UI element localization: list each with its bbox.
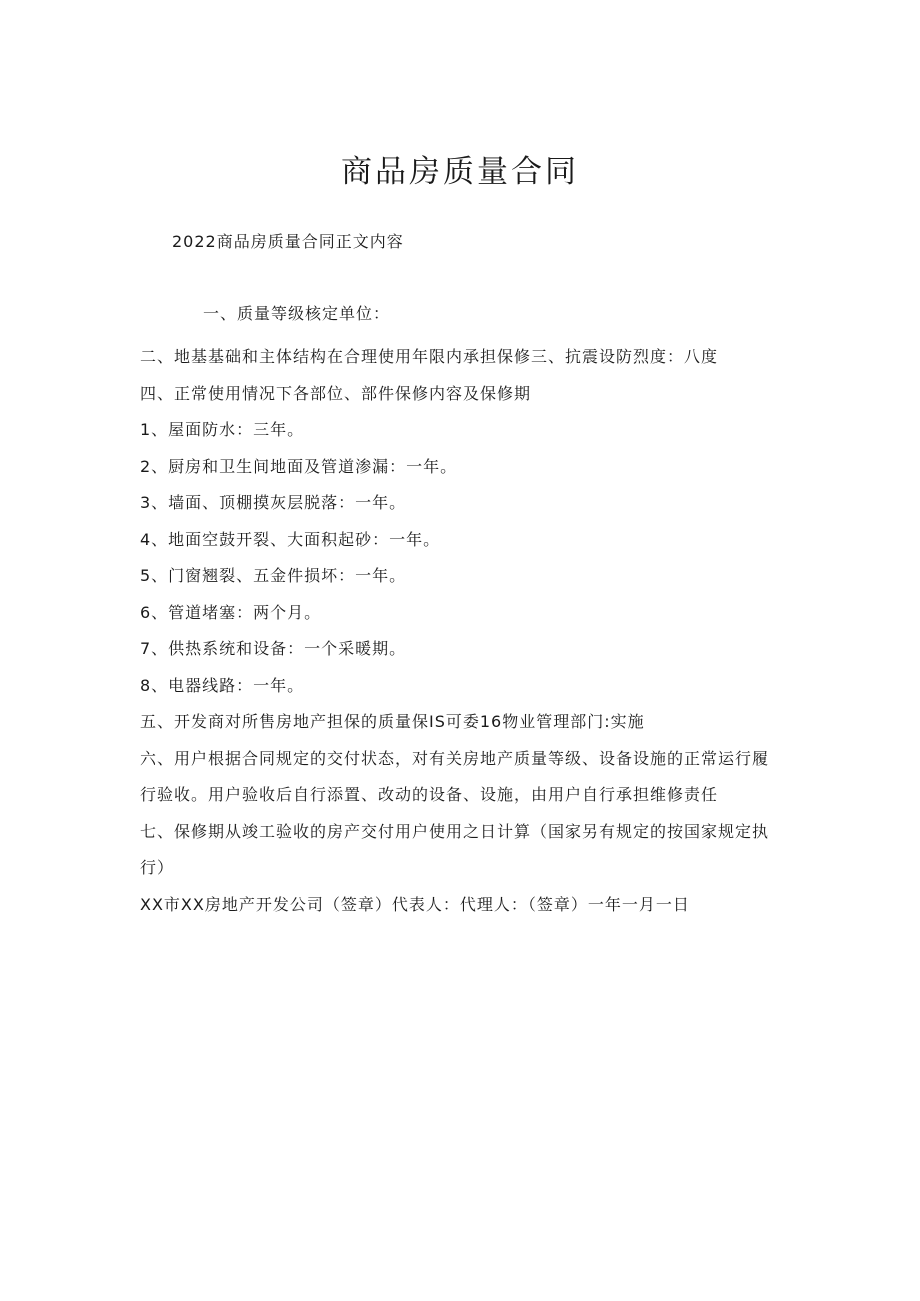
document-title: 商品房质量合同 [341,154,579,190]
clause-foundation: 二、地基基础和主体结构在合理使用年限内承担保修三、抗震设防烈度：八度 [140,347,719,366]
list-item: 1、屋面防水：三年。 [140,420,305,439]
list-item: 6、管道堵塞：两个月。 [140,602,322,622]
list-item: 5、门窗翘裂、五金件损坏：一年。 [140,566,407,585]
section-quality-grade: 一、质量等级核定单位： [203,304,391,323]
list-item: 7、供热系统和设备：一个采暖期。 [140,639,407,658]
clause-warranty-heading: 四、正常使用情况下各部位、部件保修内容及保修期 [140,383,532,403]
document-subtitle: 2022商品房质量合同正文内容 [172,232,404,251]
clause-warranty-period-cont: 行） [140,858,175,877]
clause-user-acceptance: 六、用户根据合同规定的交付状态，对有关房地产质量等级、设备设施的正常运行履 [140,748,770,768]
list-item: 8、电器线路：一年。 [140,675,305,695]
clause-developer: 五、开发商对所售房地产担保的质量保IS可委16物业管理部门:实施 [140,712,645,731]
signature-line: XX市XX房地产开发公司（签章）代表人：代理人：（签章）一年一月一日 [140,894,690,914]
list-item: 4、地面空鼓开裂、大面积起砂：一年。 [140,529,441,549]
list-item: 3、墙面、顶棚摸灰层脱落：一年。 [140,493,407,512]
contract-body [140,339,780,923]
list-item: 2、厨房和卫生间地面及管道渗漏：一年。 [140,456,458,476]
clause-warranty-period: 七、保修期从竣工验收的房产交付用户使用之日计算（国家另有规定的按国家规定执 [140,821,770,841]
clause-user-acceptance-cont: 行验收。用户验收后自行添置、改动的设备、设施，由用户自行承担维修责任 [140,785,719,804]
